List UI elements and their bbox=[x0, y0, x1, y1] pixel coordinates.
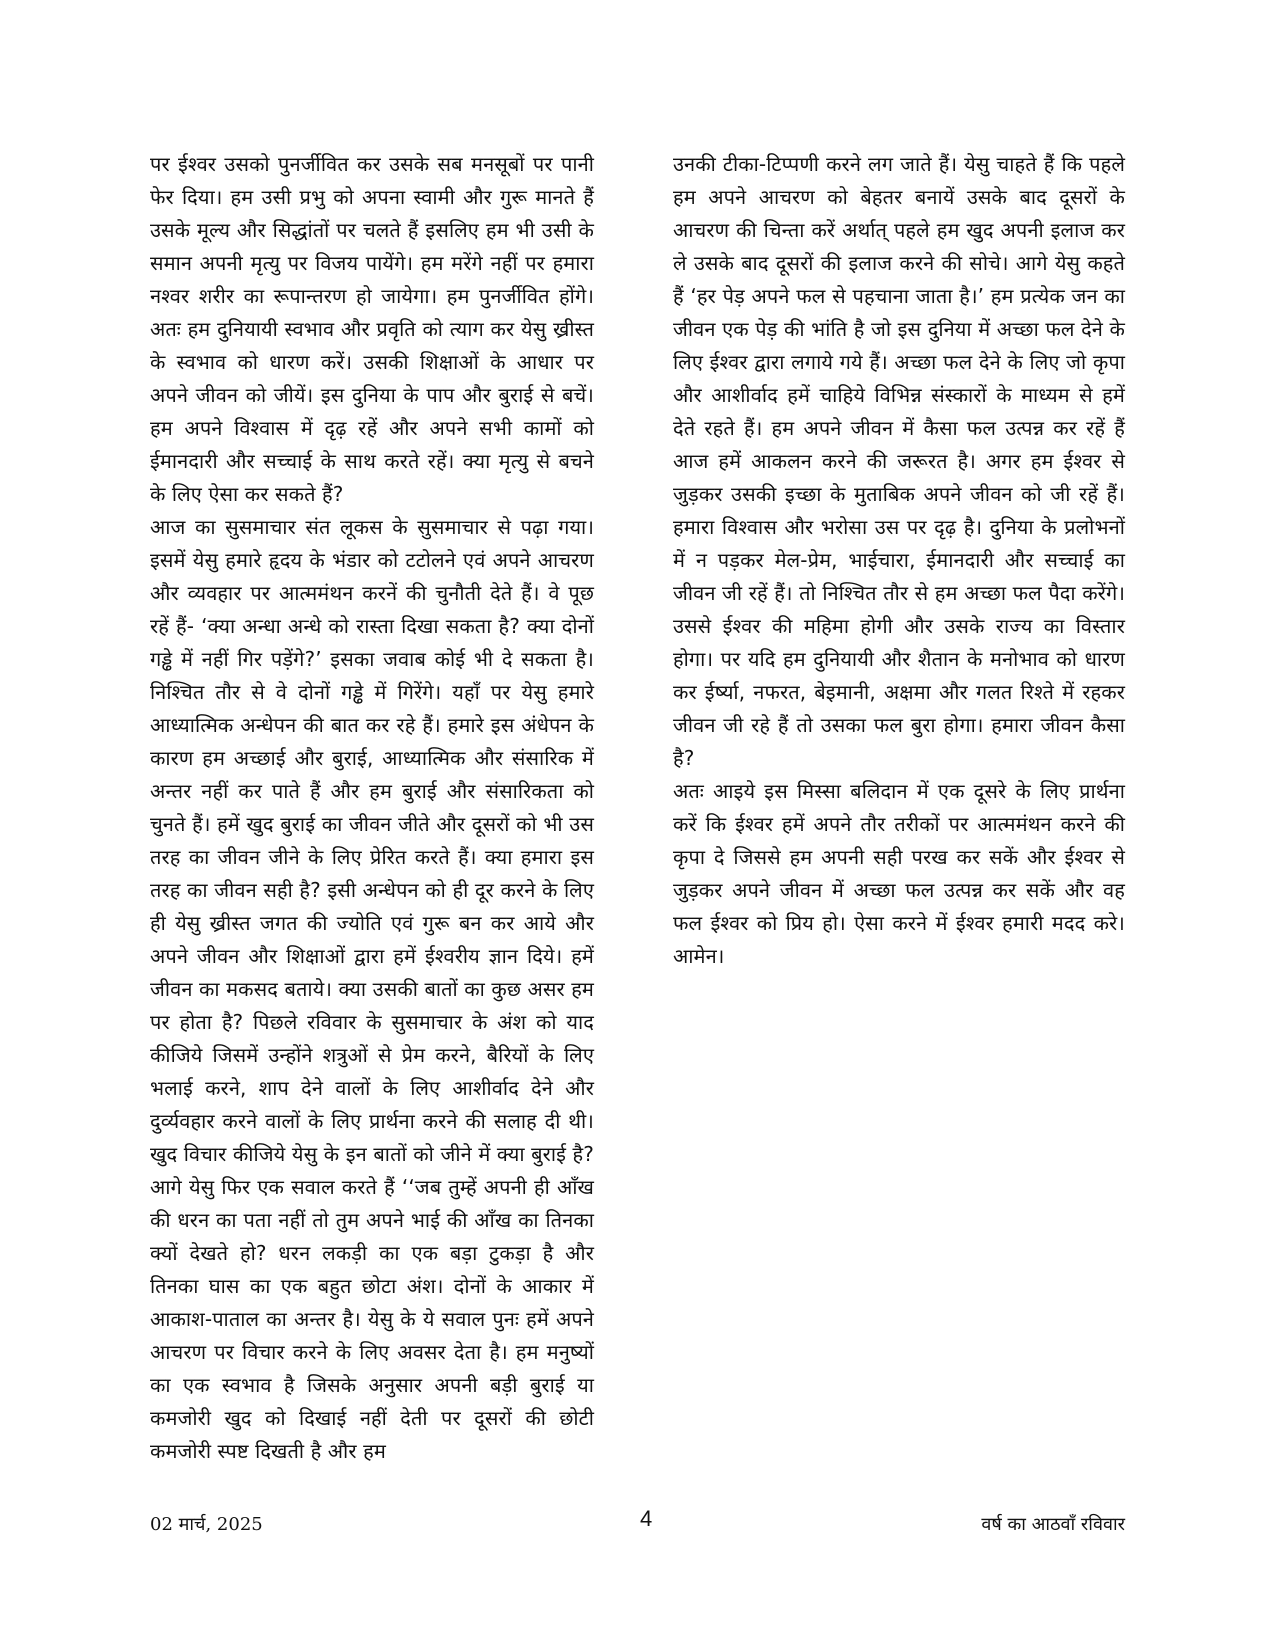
footer-title: वर्ष का आठवाँ रविवार bbox=[981, 1514, 1125, 1535]
paragraph: अतः आइये इस मिस्सा बलिदान में एक दूसरे के लिए प्रार्थना करें कि ईश्वर हमें अपने तौर तरीकों पर आत्ममंथन करने की कृपा दे जिससे हम अपनी सही परख कर सकें और ईश्वर से जुड़कर अपने जीवन में अच्छा फल उत्पन्न कर सकें और वह फल ईश्वर को प्रिय हो। ऐसा करने में ईश्वर हमारी मदद करे। आमेन। bbox=[673, 779, 1125, 968]
paragraph: पर ईश्वर उसको पुनर्जीवित कर उसके सब मनसूबों पर पानी फेर दिया। हम उसी प्रभु को अपना स्वामी और गुरू मानते हैं उसके मूल्य और सिद्धांतों पर चलते हैं इसलिए हम भी उसी के समान अपनी मृत्यु पर विजय पायेंगे। हम मरेंगे नहीं पर हमारा नश्वर शरीर का रूपान्तरण हो जायेगा। हम पुनर्जीवित होंगे। अतः हम दुनियायी स्वभाव और प्रवृति को त्याग कर येसु ख्रीस्त के स्वभाव को धारण करें। उसकी शिक्षाओं के आधार पर अपने जीवन को जीयें। इस दुनिया के पाप और बुराई से बचें। हम अपने विश्वास में दृढ़ रहें और अपने सभी कामों को ईमानदारी और सच्चाई के साथ करते रहें। क्या मृत्यु से बचने के लिए ऐसा कर सकते हैं? bbox=[150, 152, 594, 506]
footer-date: 02 मार्च, 2025 bbox=[150, 1514, 263, 1535]
right-column bbox=[673, 148, 1125, 973]
page-number: 4 bbox=[640, 1506, 653, 1531]
paragraph: आज का सुसमाचार संत लूकस के सुसमाचार से पढ़ा गया। इसमें येसु हमारे हृदय के भंडार को टटोलने एवं अपने आचरण और व्यवहार पर आत्ममंथन करनें की चुनौती देते हैं। वे पूछ रहें हैं- ‘क्या अन्धा अन्धे को रास्ता दिखा सकता है? क्या दोनों गड्ढे में नहीं गिर पड़ेंगे?’ इसका जवाब कोई भी दे सकता है। निश्चित तौर से वे दोनों गड्ढे में गिरेंगे। यहाँ पर येसु हमारे आध्यात्मिक अन्धेपन की बात कर रहे हैं। हमारे इस अंधेपन के कारण हम अच्छाई और बुराई, आध्यात्मिक और संसारिक में अन्तर नहीं कर पाते हैं और हम बुराई और संसारिकता को चुनते हैं। हमें खुद बुराई का जीवन जीते और दूसरों को भी उस तरह का जीवन जीने के लिए प्रेरित करते हैं। क्या हमारा इस तरह का जीवन सही है? इसी अन्धेपन को ही दूर करने के लिए ही येसु ख्रीस्त जगत की ज्योति एवं गुरू बन कर आये और अपने जीवन और शिक्षाओं द्वारा हमें ईश्वरीय ज्ञान दिये। हमें जीवन का मकसद बताये। क्या उसकी बातों का कुछ असर हम पर होता है? पिछले रविवार के सुसमाचार के अंश को याद कीजिये जिसमें उन्होंने शत्रुओं से प्रेम करने, बैरियों के लिए भलाई करने, शाप देने वालों के लिए आशीर्वाद देने और दुर्व्यवहार करने वालों के लिए प्रार्थना करने की सलाह दी थी। खुद विचार कीजिये येसु के इन बातों को जीने में क्या बुराई है? आगे येसु फिर एक सवाल करते हैं ‘‘जब तुम्हें अपनी ही आँख की धरन का पता नहीं तो तुम अपने भाई की आँख का तिनका क्यों देखते हो? धरन लकड़ी का एक बड़ा टुकड़ा है और तिनका घास का एक बहुत छोटा अंश। दोनों के आकार में आकाश-पाताल का अन्तर है। येसु के ये सवाल पुनः हमें अपने आचरण पर विचार करने के लिए अवसर देता है। हम मनुष्यों का एक स्वभाव है जिसके अनुसार अपनी बड़ी बुराई या कमजोरी खुद को दिखाई नहीं देती पर दूसरों की छोटी कमजोरी स्पष्ट दिखती है और हम bbox=[150, 515, 594, 1463]
paragraph: उनकी टीका-टिप्पणी करने लग जाते हैं। येसु चाहते हैं कि पहले हम अपने आचरण को बेहतर बनायें उसके बाद दूसरों के आचरण की चिन्ता करें अर्थात् पहले हम खुद अपनी इलाज कर ले उसके बाद दूसरों की इलाज करने की सोचे। आगे येसु कहते हैं ‘हर पेड़ अपने फल से पहचाना जाता है।’ हम प्रत्येक जन का जीवन एक पेड़ की भांति है जो इस दुनिया में अच्छा फल देने के लिए ईश्वर द्वारा लगाये गये हैं। अच्छा फल देने के लिए जो कृपा और आशीर्वाद हमें चाहिये विभिन्न संस्कारों के माध्यम से हमें देते रहते हैं। हम अपने जीवन में कैसा फल उत्पन्न कर रहें हैं आज हमें आकलन करने की जरूरत है। अगर हम ईश्वर से जुड़कर उसकी इच्छा के मुताबिक अपने जीवन को जी रहें हैं। हमारा विश्वास और भरोसा उस पर दृढ़ है। दुनिया के प्रलोभनों में न पड़कर मेल-प्रेम, भाईचारा, ईमानदारी और सच्चाई का जीवन जी रहें हैं। तो निश्चित तौर से हम अच्छा फल पैदा करेंगे। उससे ईश्वर की महिमा होगी और उसके राज्य का विस्तार होगा। पर यदि हम दुनियायी और शैतान के मनोभाव को धारण कर ईर्ष्या, नफरत, बेइमानी, अक्षमा और गलत रिश्ते में रहकर जीवन जी रहे हैं तो उसका फल बुरा होगा। हमारा जीवन कैसा है? bbox=[673, 152, 1125, 770]
left-column bbox=[150, 148, 594, 1468]
page-footer bbox=[150, 1508, 1125, 1538]
